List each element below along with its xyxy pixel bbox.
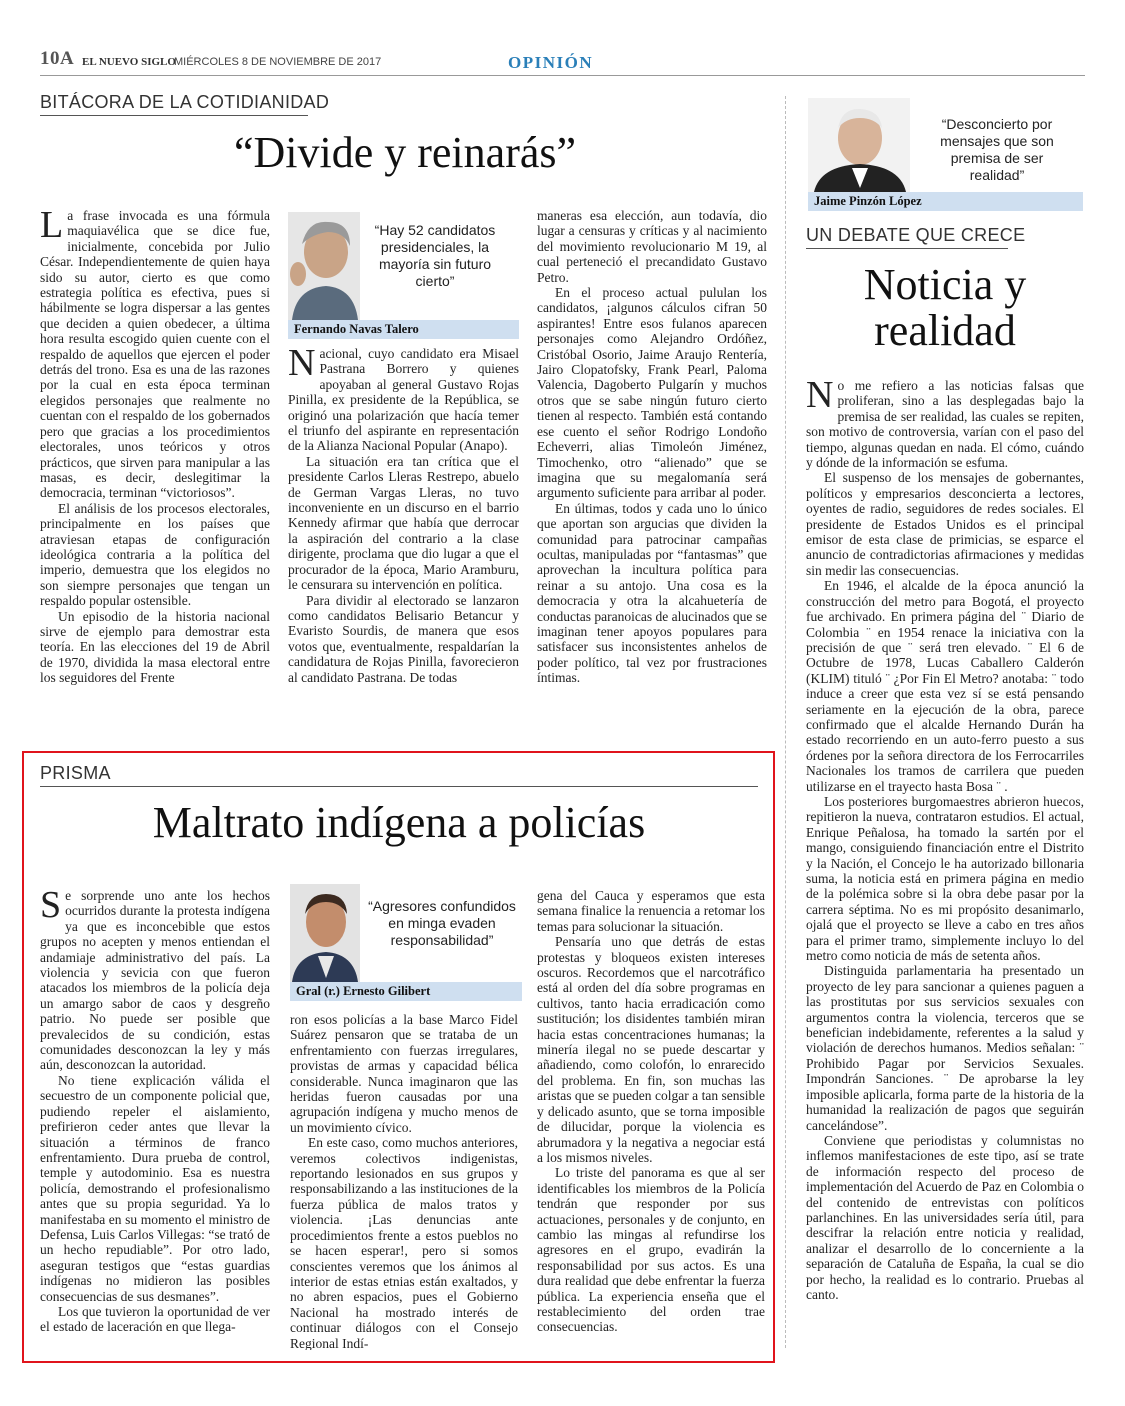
- debate-pull-quote: “Desconcierto por mensajes que son premisa de ser realidad”: [940, 116, 1054, 183]
- paragraph: La situación era tan crítica que el presidente Carlos Lleras Restrepo, abuelo de German Vargas Lleras, no tuvo inconveniente en un discurso en el barrio Kennedy afirmar que había que derrocar la aspiración del contrario a la clase dirigente, proclama que dio lugar a que el procurador de la época, Mario Aramburu, le censurara su intervención en política.: [288, 453, 519, 593]
- prisma-kicker-rule: [40, 786, 758, 787]
- bitacora-byline: Fernando Navas Talero: [288, 320, 519, 339]
- bitacora-column-1: [40, 208, 270, 718]
- author-photo-pinzon: [808, 98, 910, 192]
- bitacora-pull-quote: “Hay 52 candidatos presidenciales, la mayoría sin futuro cierto”: [374, 222, 496, 289]
- paragraph: ron esos policías a la base Marco Fidel Suárez pensaron que se trataba de un enfrentamiento con fuerzas irregulares, provistas de armas y capacidad bélica considerable. Nunca imaginaron que las heridas fueron causadas por una agrupación indígena y mucho menos de un movimiento cívico.: [290, 1012, 518, 1135]
- paragraph: Un episodio de la historia nacional sirve de ejemplo para demostrar esta teoría. En las elecciones del 19 de Abril de 1970, dividida la masa electoral entre los seguidores del Frente: [40, 608, 270, 686]
- paragraph: El análisis de los procesos electorales, principalmente en los países que atraviesan etapas de configuración ideológica contraria a la política del imperio, demuestra que los elegidos no son siempre personajes que tengan un respaldo popular ostensible.: [40, 500, 270, 609]
- prisma-byline: Gral (r.) Ernesto Gilibert: [290, 982, 522, 1001]
- newspaper-name: EL NUEVO SIGLO: [82, 56, 176, 68]
- debate-kicker: UN DEBATE QUE CRECE: [806, 225, 1026, 245]
- prisma-column-1: [40, 888, 270, 1350]
- paragraph: Conviene que periodistas y columnistas no inflemos manifestaciones de este tipo, así se trate de información respecto del proceso de implementación del Acuerdo de Paz en Colombia o del contenido de entrevistas con políticos parlanchines. En las universidades sería útil, para descifrar la relación entre noticia y realidad, analizar el desarrollo de lo concerniente a la separación de Cataluña de España, la cual se dio por hecho, la realidad es lo contrario. Pruebas al canto.: [806, 1132, 1084, 1302]
- author-photo-gilibert: [290, 884, 360, 982]
- paragraph: maneras esa elección, aun todavía, dio lugar a censuras y críticas y al nacimiento del movimiento revolucionario M 19, al cual perteneció el precandidato Gustavo Petro.: [537, 208, 767, 285]
- prisma-pull-quote: “Agresores confundidos en minga evaden responsabilidad”: [368, 898, 516, 948]
- paragraph: gena del Cauca y esperamos que esta semana finalice la renuencia a retomar los temas para solucionar la situación.: [537, 888, 765, 934]
- bitacora-headline: “Divide y reinarás”: [233, 128, 577, 177]
- paragraph: Lo triste del panorama es que al ser identificables los miembros de la Policía tendrán que responder por sus actuaciones, personales y de conjunto, en cambio las mingas al refundirse los agresores en el grupo, evadirán la responsabilidad por sus actos. Es una dura realidad que debe enfrentar la fuerza pública. La experiencia enseña que el restablecimiento del orden trae consecuencias.: [537, 1165, 765, 1335]
- paragraph: En el proceso actual pululan los candidatos, ¡algunos cálculos cifran 50 aspirantes! Entre esos fulanos aparecen personajes como Alejandro Ordóñez, Cristóbal Osorio, Jaime Araujo Rentería, Jairo Clopatofsky, Frank Pearl, Paloma Valencia, Dagoberto Pulgarín y muchos otros que se sabe ningún futuro cierto tienen al respecto. También está contando ese cuento el señor Rodrigo Londoño Echeverri, alias Timoleón Jiménez, Timochenko, otro “alienado” que se imagina que su megalomanía será argumento suficiente para arribar al poder.: [537, 285, 767, 501]
- bitacora-column-2: [288, 346, 519, 718]
- paragraph: No tiene explicación válida el secuestro de un componente policial que, pudiendo repeler el aislamiento, prefirieron ceder antes que llevar la situación a términos de franco enfrentamiento. Dura prueba de control, temple y autodominio. Esa es nuestra policía, demostrando el profesionalismo antes que su propia seguridad. Ya lo manifestaba en su momento el ministro de Defensa, Luis Carlos Villegas: “se trató de un hecho repudiable”. Por otro lado, aseguran testigos que “estas guardias indígenas no midieron las posibles consecuencias de sus desmanes”.: [40, 1072, 270, 1304]
- author-photo-navas: [288, 212, 360, 320]
- debate-column: [806, 378, 1084, 1358]
- page-number: 10A: [40, 48, 75, 69]
- paragraph: La frase invocada es una fórmula maquiavélica que se dice fue, inicialmente, concebida por Julio César. Independientemente de quien haya sido su autor, cierto es que como estrategia política es efectiva, pues si hábilmente se logra dispersar a las gentes que deciden a quien obedecer, a última hora resulta escogido quien cuente con el respaldo de aquellos que ejercen el poder detrás del trono. Esa es una de las razones por la cual en esta época terminan elegidos personajes que realmente no cuentan con el respaldo de los gobernados pero que gracias a los procedimientos electorales, unos teóricos y otros prácticos, que sirven para manipular a las masas, es decir, deslegitimar la democracia, terminan “victoriosos”.: [40, 208, 270, 501]
- paragraph: Distinguida parlamentaria ha presentado un proyecto de ley para sancionar a quienes paguen a las prostitutas por sus servicios sexuales con argumentos contra la violencia, terceros que se benefician indebidamente, referentes a la salud y violación de derechos humanos. Medios señalan: ¨ Prohibido Pagar por Servicios Sexuales. Impondrán Sanciones. ¨ De aprobarse la ley imposible aplicarla, forma parte de la historia de la humanidad la realización de pagos que seguirán cancelándose”.: [806, 963, 1084, 1133]
- header-divider: [40, 75, 1085, 76]
- paragraph: Los que tuvieron la oportunidad de ver el estado de laceración en que llega-: [40, 1303, 270, 1335]
- paragraph: En últimas, todos y cada uno lo único que aportan son argucias que dividen la comunidad para patrocinar campañas ocultas, manipuladas por “fantasmas” que aprovechan la incultura política para reinar a su antojo. Una cosa es la democracia y otra la alcahuetería de conductas paranoicas de alucinados que se imaginan tener apoyos populares para satisfacer sus inconsistentes anhelos de poder político, tal vez por frustraciones íntimas.: [537, 500, 767, 686]
- debate-headline: [806, 262, 1084, 354]
- bitacora-kicker: BITÁCORA DE LA COTIDIANIDAD: [40, 92, 330, 112]
- portrait-icon: [288, 212, 360, 320]
- paragraph: Pensaría uno que detrás de estas protestas y bloqueos existen intereses oscuros. Recordemos que el narcotráfico está al orden del día sobre programas en cultivos, tanto hacia erradicación como sustitución; los disidentes también miran hacia estas concentraciones humanas; la minería ilegal no se puede descartar y añadiendo, como colofón, lo enrarecido del problema. En fin, son muchas las aristas que se pueden colgar a tan sensible y delicado asunto, que se torna imposible de dilucidar, porque la violencia es abrumadora y la negativa a negociar está a los mismos niveles.: [537, 934, 765, 1165]
- paragraph: No me refiero a las noticias falsas que proliferan, sino a las desplegadas bajo la premisa de ser realidad, las cuales se repiten, son motivo de controversia, varían con el paso del tiempo, algunas quedan en nada. El cómo, cuándo y dónde de la información se esfuma.: [806, 378, 1084, 471]
- debate-headline-line-1: Noticia y: [863, 260, 1027, 309]
- bitacora-column-3: [537, 208, 767, 718]
- paragraph: El suspenso de los mensajes de gobernantes, políticos y empresarios desconcierta a lectores, oyentes de radio, seguidores de redes sociales. El presidente de Estados Unidos es el principal emisor de esta clase de primicias, se esparce el anuncio de contradictorias afirmaciones y medidas sin medir las consecuencias.: [806, 470, 1084, 578]
- column-divider: [785, 96, 786, 1348]
- prisma-headline: Maltrato indígena a policías: [152, 798, 646, 847]
- paragraph: Para dividir al electorado se lanzaron como candidatos Belisario Betancur y Evaristo Sourdis, de manera que esos votos que, eventualmente, respaldarían la candidatura de Rojas Pinilla, favorecieron al candidato Pastrana. De todas: [288, 592, 519, 685]
- paragraph: En 1946, el alcalde de la época anunció la construcción del metro para Bogotá, el proyecto fue archivado. En primera página del ¨ Diario de Colombia ¨ en 1954 renace la iniciativa con la precisión de que ¨ será tren elevado. ¨ El 6 de Octubre de 1978, Lucas Caballero Calderón (KLIM) tituló ¨ ¿Por Fin El Metro? anotaba: ¨ todo induce a creer que esta vez sí se está pensando seriamente en la ejecución de la obra, parece confirmado que el alcalde Hernando Durán ha estado recorriendo en un auto-ferro puesto a sus órdenes por la señora directora de los Ferrocarriles Nacionales los tramos de carrilera que pueden utilizarse en el trayecto hasta Bosa ¨ .: [806, 578, 1084, 794]
- paragraph: Los posteriores burgomaestres abrieron huecos, repitieron la nueva, contrataron estudios. El actual, Enrique Peñalosa, ha tomado la sartén por el mango, consiguiendo financiación entre el Distrito y la Nación, el Concejo le ha autorizado billonaria suma, la noticia está en primera página en medio de la polémica sobre si la obra debe pasar por la carrera séptima. No es mi propósito desanimarlo, ojalá que el proyecto se lleve a cabo en tres años para el primer tramo, simplemente incluyo lo del metro como noticia de más de setenta años.: [806, 793, 1084, 964]
- paragraph: En este caso, como muchos anteriores, veremos colectivos indigenistas, reportando lesionados en sus grupos y responsabilizando a las instituciones de la fuerza pública de malos tratos y violencia. ¡Las denuncias ante procedimientos frente a estos pueblos no se hacen esperar!, pero si somos conscientes veremos que los ánimos al interior de estas etnias están exaltados, y no abren espacios, pues el Gobierno Nacional ha mostrado interés de continuar diálogos con el Consejo Regional Indí-: [290, 1135, 518, 1350]
- paragraph: Nacional, cuyo candidato era Misael Pastrana Borrero y quienes apoyaban al general Gustavo Rojas Pinilla, ex presidente de la República, se originó una polarización que hacía temer el triunfo del aspirante en representación de la Alianza Nacional Popular (Anapo).: [288, 346, 519, 454]
- debate-byline: Jaime Pinzón López: [808, 192, 1083, 211]
- prisma-column-2: [290, 1012, 518, 1350]
- section-title: OPINIÓN: [508, 53, 594, 72]
- prisma-kicker: PRISMA: [40, 763, 111, 783]
- issue-date: MIÉRCOLES 8 DE NOVIEMBRE DE 2017: [174, 56, 382, 68]
- paragraph: Se sorprende uno ante los hechos ocurridos durante la protesta indígena ya que es inconcebible que estos grupos no acepten y menos entiendan el andamiaje administrativo del país. La violencia y sevicia con que fueron atacados los miembros de la policía deja un amargo sabor de caos y desgreño patrio. No puede ser posible que prevalecidos de su condición, estas comunidades desconozcan la ley y más aún, desconozcan la autoridad.: [40, 888, 270, 1073]
- prisma-column-3: [537, 888, 765, 1350]
- debate-kicker-rule: [806, 248, 1008, 249]
- debate-headline-line-2: realidad: [874, 306, 1016, 356]
- portrait-icon: [808, 98, 910, 192]
- portrait-icon: [290, 884, 360, 982]
- bitacora-kicker-rule: [40, 115, 308, 116]
